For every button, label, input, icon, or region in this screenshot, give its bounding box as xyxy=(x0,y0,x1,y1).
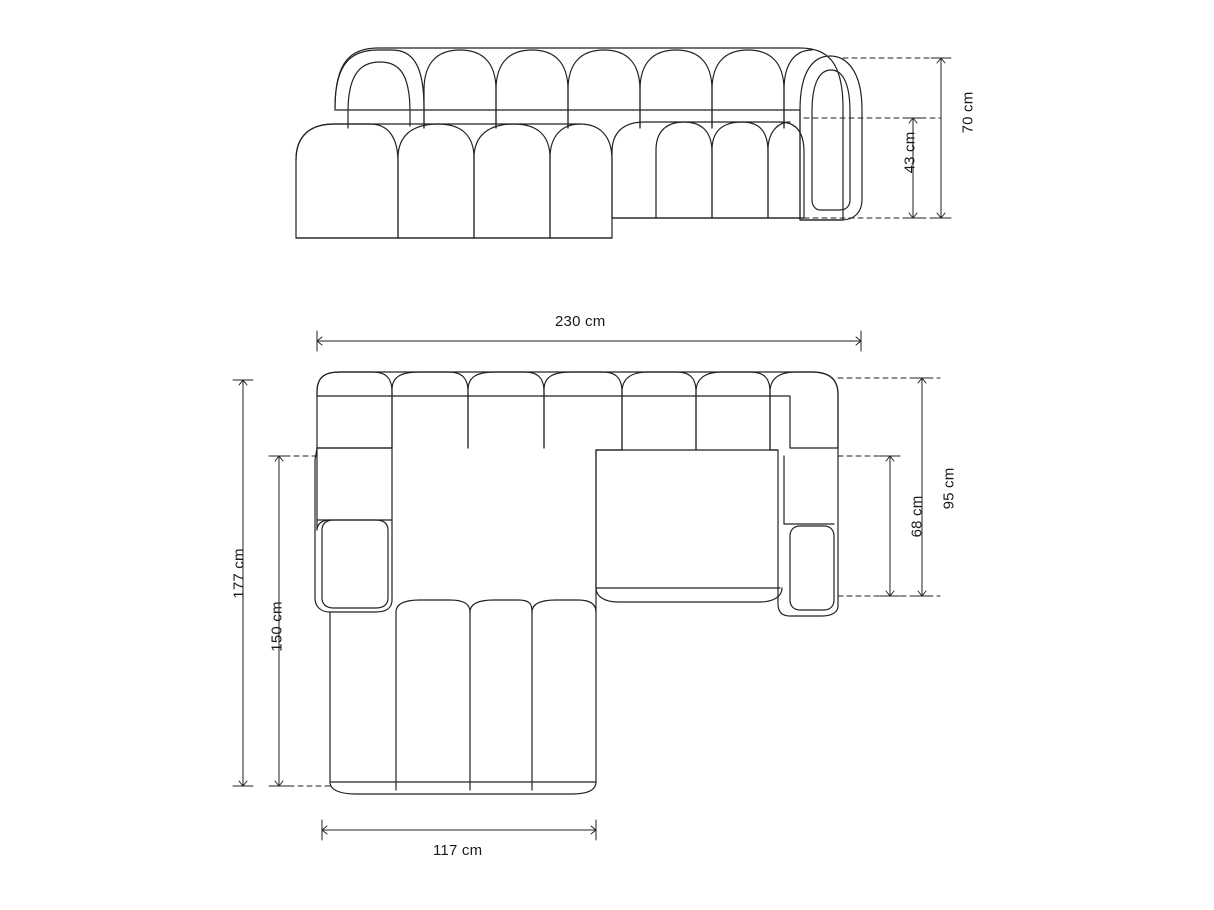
dimension-label-height-total: 70 cm xyxy=(959,91,977,134)
dimension-label-chaise-depth: 150 cm xyxy=(268,601,286,652)
front-elevation-view xyxy=(296,48,862,238)
dimension-label-depth-main: 95 cm xyxy=(940,467,958,510)
dimension-label-seat-height: 43 cm xyxy=(901,131,919,174)
dimension-label-depth-total: 177 cm xyxy=(230,548,248,599)
top-plan-view xyxy=(315,372,838,794)
dimension-label-width-total: 230 cm xyxy=(555,313,606,330)
dimension-label-seat-depth: 68 cm xyxy=(908,495,926,538)
front-dimension-lines xyxy=(804,58,951,218)
dimension-label-chaise-width: 117 cm xyxy=(433,842,483,859)
